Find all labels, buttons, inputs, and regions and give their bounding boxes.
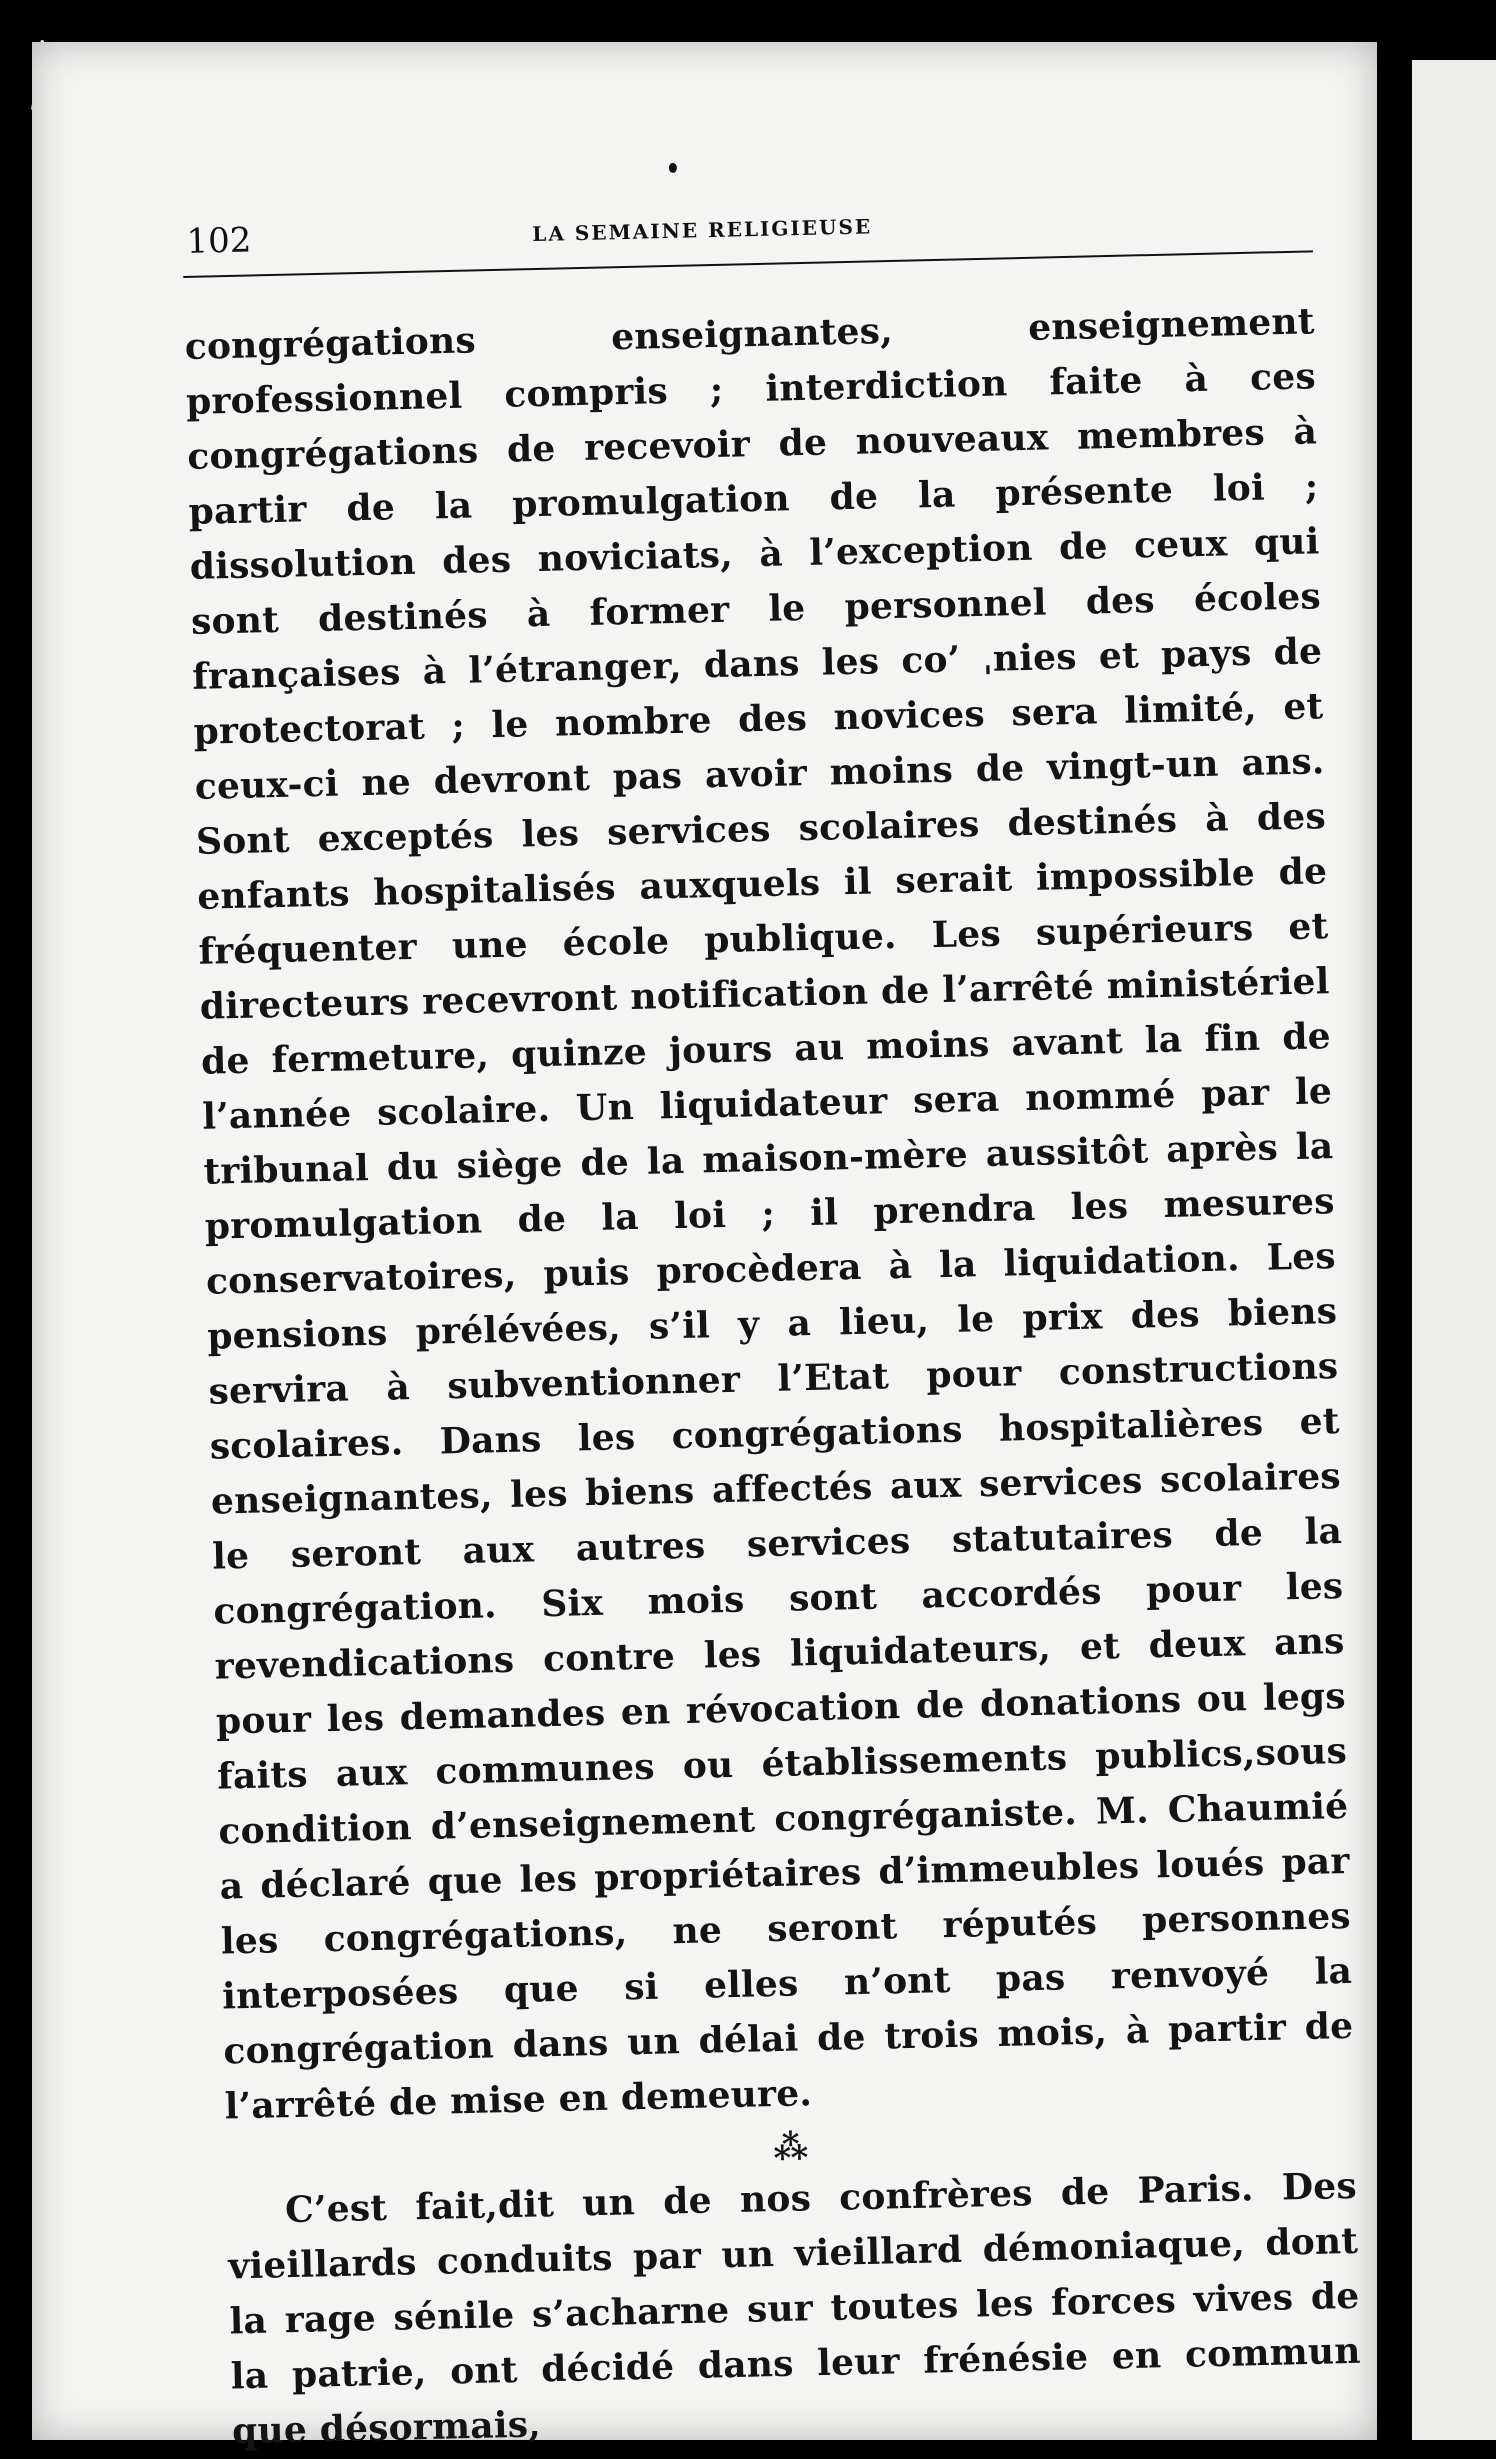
running-head: [182, 196, 1313, 278]
paragraph-1: congrégations enseignantes, enseignement professionnel compris ; interdiction faite à ces congrégations de recevoir de nouveaux membres à partir de la promulgation de la présente loi ; dissolution des noviciats, à l’exception de ceux qui sont destinés à former le personnel des écoles françaises à l’étranger, dans les co’ ˌnies et pays de protectorat ; le nombre des novices sera limité, et ceux-ci ne devront pas avoir moins de vingt-un ans. Sont exceptés les services scolaires destinés à des enfants hospitalisés auxquels il serait impossible de fréquenter une école publique. Les supérieurs et directeurs recevront notification de l’arrêté ministériel de fermeture, quinze jours au moins avant la fin de l’année scolaire. Un liquidateur sera nommé par le tribunal du siège de la maison-mère aussitôt après la promulgation de la loi ; il prendra les mesures conservatoires, puis procèdera à la liquidation. Les pensions prélévées, s’il y a lieu, le prix des biens servira à subventionner l’Etat pour constructions scolaires. Dans les congrégations hospitalières et enseignantes, les biens affectés aux services scolaires le seront aux autres services statutaires de la congrégation. Six mois sont accordés pour les revendications contre les liquidateurs, et deux ans pour les demandes en révocation de donations ou legs faits aux communes ou établissements publics,sous condition d’enseignement congréganiste. M. Chaumié a déclaré que les propriétaires d’immeubles loués par les congrégations, ne seront réputés personnes interposées que si elles n’ont pas renvoyé la congrégation dans un délai de trois mois, à partir de l’arrêté de mise en demeure.: [184, 300, 1354, 2128]
running-title: LA SEMAINE RELIGIEUSE: [532, 214, 873, 247]
page-content: [182, 196, 1362, 2459]
book-page: [32, 42, 1377, 2453]
header-dot: [669, 163, 677, 173]
page-number: 102: [185, 220, 252, 262]
asterism: ⁂: [772, 2127, 809, 2169]
adjacent-page-edge: [1412, 60, 1496, 2440]
paragraph-2: C’est fait,dit un de nos confrères de Paris. Des vieillards conduits par un vieillard démoniaque, dont la rage sénile s’acharne sur toutes les forces vives de la patrie, ont décidé dans leur frénésie en commun que désormais,: [227, 2164, 1362, 2453]
body-text: [184, 294, 1362, 2459]
